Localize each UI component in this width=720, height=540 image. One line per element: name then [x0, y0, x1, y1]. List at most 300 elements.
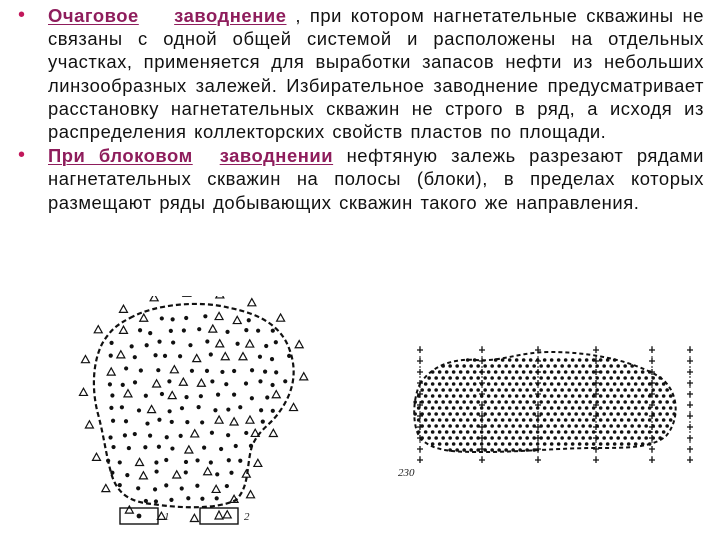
production-well-icon: [157, 340, 161, 344]
production-well-icon: [623, 436, 627, 440]
production-well-icon: [557, 394, 561, 398]
production-well-icon: [630, 436, 634, 440]
injection-well-icon: [215, 416, 223, 423]
production-well-icon: [469, 388, 473, 392]
production-well-icon: [522, 358, 526, 362]
injection-well-icon: [204, 468, 212, 475]
production-well-icon: [434, 436, 438, 440]
production-well-icon: [623, 376, 627, 380]
production-well-icon: [592, 442, 596, 446]
production-well-icon: [469, 376, 473, 380]
production-well-icon: [585, 394, 589, 398]
production-well-icon: [210, 431, 214, 435]
production-well-icon: [271, 329, 275, 333]
production-well-icon: [490, 364, 494, 368]
injection-well-icon: [687, 391, 693, 397]
bullet-item-focal: [14, 4, 704, 143]
production-well-icon: [448, 448, 452, 452]
production-well-icon: [462, 448, 466, 452]
production-well-icon: [511, 436, 515, 440]
production-well-icon: [106, 459, 110, 463]
production-well-icon: [511, 412, 515, 416]
production-well-icon: [515, 394, 519, 398]
production-well-icon: [578, 394, 582, 398]
production-well-icon: [431, 406, 435, 410]
injection-well-icon: [535, 358, 541, 364]
production-well-icon: [504, 448, 508, 452]
production-well-icon: [585, 382, 589, 386]
production-well-icon: [560, 412, 564, 416]
production-well-icon: [441, 436, 445, 440]
production-well-icon: [186, 496, 190, 500]
production-well-icon: [571, 442, 575, 446]
injection-well-icon: [102, 484, 110, 491]
injection-well-icon: [254, 459, 262, 466]
production-well-icon: [171, 317, 175, 321]
injection-well-icon: [479, 435, 485, 441]
production-well-icon: [515, 406, 519, 410]
production-well-icon: [560, 436, 564, 440]
production-well-icon: [672, 412, 676, 416]
production-well-icon: [501, 430, 505, 434]
production-well-icon: [169, 498, 173, 502]
production-well-icon: [609, 412, 613, 416]
production-well-icon: [602, 424, 606, 428]
production-well-icon: [567, 388, 571, 392]
legend-production-well-icon: [137, 514, 142, 519]
production-well-icon: [487, 418, 491, 422]
production-well-icon: [658, 436, 662, 440]
production-well-icon: [205, 339, 209, 343]
production-well-icon: [553, 436, 557, 440]
injection-well-icon: [593, 457, 599, 463]
production-well-icon: [529, 418, 533, 422]
production-well-icon: [623, 412, 627, 416]
injection-well-icon: [209, 325, 217, 332]
production-well-icon: [609, 424, 613, 428]
production-well-icon: [213, 408, 217, 412]
reservoir-outline: [414, 352, 675, 452]
production-well-icon: [606, 442, 610, 446]
production-well-icon: [455, 412, 459, 416]
injection-well-icon: [277, 314, 285, 321]
injection-well-icon: [168, 391, 176, 398]
production-well-icon: [606, 418, 610, 422]
production-well-icon: [229, 471, 233, 475]
production-well-icon: [620, 406, 624, 410]
production-well-icon: [546, 436, 550, 440]
production-well-icon: [501, 406, 505, 410]
production-well-icon: [247, 318, 251, 322]
injection-well-icon: [687, 413, 693, 419]
production-well-icon: [658, 376, 662, 380]
injection-well-icon: [173, 471, 181, 478]
production-well-icon: [200, 420, 204, 424]
production-well-icon: [487, 442, 491, 446]
production-well-icon: [504, 388, 508, 392]
injection-well-icon: [94, 326, 102, 333]
production-well-icon: [487, 394, 491, 398]
production-well-icon: [188, 343, 192, 347]
production-well-icon: [441, 388, 445, 392]
production-well-icon: [487, 430, 491, 434]
production-well-icon: [452, 382, 456, 386]
production-well-icon: [494, 358, 498, 362]
production-well-icon: [529, 382, 533, 386]
production-well-icon: [494, 382, 498, 386]
injection-well-icon: [247, 491, 255, 498]
production-well-icon: [153, 353, 157, 357]
production-well-icon: [529, 430, 533, 434]
production-well-icon: [574, 400, 578, 404]
production-well-icon: [441, 376, 445, 380]
production-well-icon: [627, 418, 631, 422]
production-well-icon: [473, 358, 477, 362]
production-well-icon: [599, 370, 603, 374]
production-well-icon: [494, 418, 498, 422]
production-well-icon: [515, 418, 519, 422]
production-well-icon: [609, 388, 613, 392]
production-well-icon: [655, 394, 659, 398]
injection-well-icon: [479, 369, 485, 375]
injection-well-icon: [150, 296, 158, 301]
injection-well-icon: [535, 369, 541, 375]
production-well-icon: [662, 394, 666, 398]
production-well-icon: [571, 358, 575, 362]
production-well-icon: [550, 358, 554, 362]
production-well-icon: [473, 430, 477, 434]
injection-well-icon: [687, 380, 693, 386]
production-well-icon: [546, 364, 550, 368]
term-zavodnenie: заводнение: [174, 5, 287, 26]
injection-well-icon: [687, 369, 693, 375]
production-well-icon: [424, 418, 428, 422]
injection-well-icon: [179, 378, 187, 385]
production-well-icon: [434, 412, 438, 416]
production-well-icon: [234, 444, 238, 448]
production-well-icon: [546, 388, 550, 392]
production-well-icon: [546, 412, 550, 416]
production-well-icon: [448, 364, 452, 368]
production-well-icon: [448, 412, 452, 416]
production-well-icon: [585, 406, 589, 410]
block-flooding-figure: [390, 340, 710, 480]
production-well-icon: [209, 352, 213, 356]
production-well-icon: [662, 406, 666, 410]
production-well-icon: [427, 388, 431, 392]
production-well-icon: [522, 406, 526, 410]
injection-well-icon: [417, 369, 423, 375]
production-well-icon: [144, 499, 148, 503]
production-well-icon: [445, 394, 449, 398]
production-well-icon: [539, 400, 543, 404]
production-well-icon: [497, 424, 501, 428]
production-well-icon: [511, 388, 515, 392]
production-well-icon: [557, 370, 561, 374]
production-well-icon: [620, 418, 624, 422]
production-well-icon: [599, 406, 603, 410]
production-well-icon: [448, 376, 452, 380]
production-well-icon: [476, 388, 480, 392]
production-well-icon: [616, 436, 620, 440]
production-well-icon: [219, 447, 223, 451]
production-well-icon: [490, 388, 494, 392]
production-well-icon: [599, 418, 603, 422]
production-well-icon: [546, 400, 550, 404]
production-well-icon: [202, 445, 206, 449]
injection-well-icon: [170, 366, 178, 373]
production-well-icon: [641, 394, 645, 398]
production-well-icon: [613, 430, 617, 434]
production-well-icon: [203, 314, 207, 318]
production-well-icon: [232, 393, 236, 397]
production-well-icon: [445, 430, 449, 434]
production-well-icon: [578, 358, 582, 362]
production-well-icon: [445, 382, 449, 386]
injection-well-icon: [479, 380, 485, 386]
production-well-icon: [144, 394, 148, 398]
production-well-icon: [567, 424, 571, 428]
production-well-icon: [438, 418, 442, 422]
production-well-icon: [466, 370, 470, 374]
production-well-icon: [490, 424, 494, 428]
production-well-icon: [655, 382, 659, 386]
production-well-icon: [504, 436, 508, 440]
production-well-icon: [508, 394, 512, 398]
production-well-icon: [497, 364, 501, 368]
production-well-icon: [515, 430, 519, 434]
production-well-icon: [585, 418, 589, 422]
production-well-icon: [630, 400, 634, 404]
production-well-icon: [125, 473, 129, 477]
production-well-icon: [441, 364, 445, 368]
production-well-icon: [171, 340, 175, 344]
production-well-icon: [623, 388, 627, 392]
production-well-icon: [553, 388, 557, 392]
production-well-icon: [630, 424, 634, 428]
injection-well-icon: [119, 305, 127, 312]
production-well-icon: [487, 370, 491, 374]
production-well-icon: [662, 430, 666, 434]
injection-well-icon: [687, 358, 693, 364]
production-well-icon: [525, 400, 529, 404]
production-well-icon: [476, 400, 480, 404]
production-well-icon: [118, 460, 122, 464]
production-well-icon: [532, 388, 536, 392]
production-well-icon: [655, 406, 659, 410]
production-well-icon: [511, 400, 515, 404]
production-well-icon: [658, 388, 662, 392]
production-well-icon: [136, 486, 140, 490]
production-well-icon: [424, 406, 428, 410]
production-well-icon: [459, 394, 463, 398]
injection-well-icon: [687, 347, 693, 353]
injection-well-icon: [593, 435, 599, 441]
production-well-icon: [627, 394, 631, 398]
production-well-icon: [216, 393, 220, 397]
production-well-icon: [553, 376, 557, 380]
production-well-icon: [567, 400, 571, 404]
production-well-icon: [224, 382, 228, 386]
production-well-icon: [258, 355, 262, 359]
production-well-icon: [109, 406, 113, 410]
production-well-icon: [111, 445, 115, 449]
production-well-icon: [108, 435, 112, 439]
production-well-icon: [473, 382, 477, 386]
production-well-icon: [483, 400, 487, 404]
production-well-icon: [274, 340, 278, 344]
production-well-icon: [462, 364, 466, 368]
production-well-icon: [515, 442, 519, 446]
production-well-icon: [459, 382, 463, 386]
production-well-icon: [431, 370, 435, 374]
production-well-icon: [613, 382, 617, 386]
injection-well-icon: [215, 312, 223, 319]
production-well-icon: [452, 394, 456, 398]
production-well-icon: [557, 430, 561, 434]
production-well-icon: [508, 358, 512, 362]
injection-well-icon: [535, 380, 541, 386]
production-well-icon: [160, 316, 164, 320]
production-well-icon: [669, 418, 673, 422]
production-well-icon: [609, 376, 613, 380]
production-well-icon: [658, 412, 662, 416]
production-well-icon: [543, 382, 547, 386]
term-zavodnenii: заводнении: [219, 145, 334, 167]
production-well-icon: [455, 364, 459, 368]
production-well-icon: [606, 406, 610, 410]
production-well-icon: [466, 442, 470, 446]
production-well-icon: [550, 418, 554, 422]
legend-injection-well-icon: [215, 511, 223, 519]
production-well-icon: [522, 394, 526, 398]
production-well-icon: [200, 497, 204, 501]
production-well-icon: [227, 458, 231, 462]
production-well-icon: [655, 430, 659, 434]
production-well-icon: [644, 400, 648, 404]
production-well-icon: [606, 430, 610, 434]
production-well-icon: [483, 388, 487, 392]
production-well-icon: [588, 376, 592, 380]
production-well-icon: [238, 405, 242, 409]
production-well-icon: [525, 364, 529, 368]
production-well-icon: [518, 436, 522, 440]
production-well-icon: [427, 400, 431, 404]
production-well-icon: [490, 400, 494, 404]
production-well-icon: [543, 370, 547, 374]
production-well-icon: [588, 436, 592, 440]
injection-well-icon: [233, 316, 241, 323]
production-well-icon: [648, 406, 652, 410]
injection-well-icon: [140, 314, 148, 321]
production-well-icon: [637, 436, 641, 440]
injection-well-icon: [81, 356, 89, 363]
production-well-icon: [476, 412, 480, 416]
production-well-icon: [424, 430, 428, 434]
production-well-icon: [641, 418, 645, 422]
production-well-icon: [466, 382, 470, 386]
production-well-icon: [609, 400, 613, 404]
injection-well-icon: [190, 514, 198, 521]
production-well-icon: [627, 442, 631, 446]
production-well-icon: [543, 430, 547, 434]
production-well-icon: [515, 370, 519, 374]
production-well-icon: [581, 424, 585, 428]
bullet-item-block: [14, 144, 704, 214]
production-well-icon: [564, 370, 568, 374]
production-well-icon: [588, 412, 592, 416]
bullet-icon: •: [18, 4, 26, 26]
production-well-icon: [634, 394, 638, 398]
production-well-icon: [637, 412, 641, 416]
production-well-icon: [118, 483, 122, 487]
production-well-icon: [511, 364, 515, 368]
production-well-icon: [529, 358, 533, 362]
production-well-icon: [287, 354, 291, 358]
production-well-icon: [438, 370, 442, 374]
production-well-icon: [165, 435, 169, 439]
production-well-icon: [490, 376, 494, 380]
injection-well-icon: [107, 368, 115, 375]
injection-well-icon: [479, 347, 485, 353]
production-well-icon: [574, 436, 578, 440]
production-well-icon: [170, 446, 174, 450]
production-well-icon: [501, 370, 505, 374]
term-ochagovoe: Очаговое: [48, 5, 139, 26]
production-well-icon: [504, 412, 508, 416]
production-well-icon: [518, 388, 522, 392]
production-well-icon: [469, 424, 473, 428]
production-well-icon: [168, 409, 172, 413]
production-well-icon: [571, 370, 575, 374]
production-well-icon: [497, 436, 501, 440]
production-well-icon: [501, 418, 505, 422]
production-well-icon: [226, 407, 230, 411]
production-well-icon: [160, 392, 164, 396]
injection-well-icon: [223, 511, 231, 518]
production-well-icon: [522, 370, 526, 374]
production-well-icon: [469, 448, 473, 452]
production-well-icon: [256, 329, 260, 333]
production-well-icon: [560, 376, 564, 380]
production-well-icon: [599, 358, 603, 362]
production-well-icon: [462, 424, 466, 428]
production-well-icon: [133, 380, 137, 384]
production-well-icon: [133, 432, 137, 436]
production-well-icon: [431, 442, 435, 446]
injection-well-icon: [269, 429, 277, 436]
injection-well-icon: [79, 388, 87, 395]
production-well-icon: [648, 442, 652, 446]
production-well-icon: [658, 400, 662, 404]
production-well-icon: [539, 412, 543, 416]
term-pri-blokovom: При блоковом: [48, 145, 193, 167]
production-well-icon: [164, 483, 168, 487]
production-well-icon: [620, 370, 624, 374]
production-well-icon: [655, 418, 659, 422]
production-well-icon: [616, 412, 620, 416]
injection-well-icon: [197, 379, 205, 386]
production-well-icon: [111, 419, 115, 423]
production-well-icon: [634, 442, 638, 446]
production-well-icon: [529, 394, 533, 398]
production-well-icon: [209, 460, 213, 464]
production-well-icon: [578, 430, 582, 434]
production-well-icon: [438, 394, 442, 398]
production-well-icon: [602, 412, 606, 416]
production-well-icon: [424, 382, 428, 386]
production-well-icon: [602, 388, 606, 392]
